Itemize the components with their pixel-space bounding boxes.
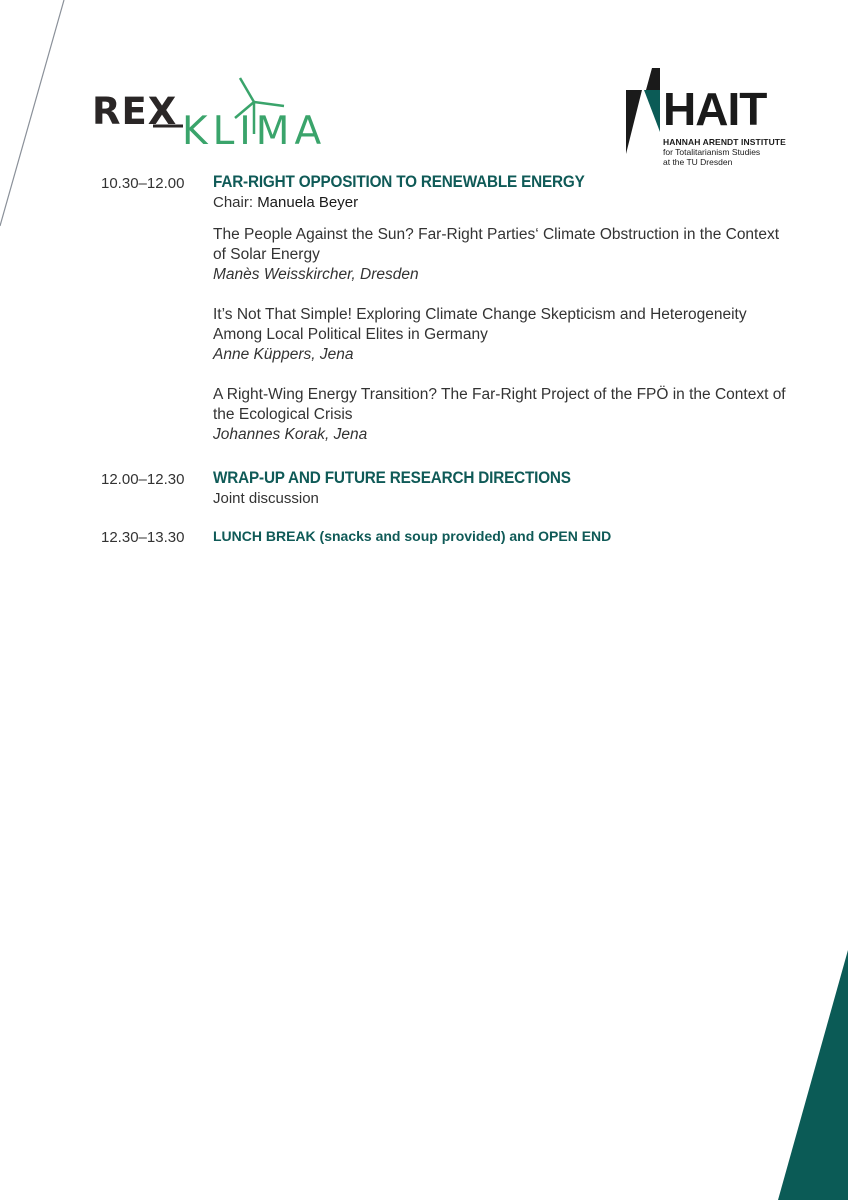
- session-chair: [213, 194, 793, 211]
- session-time: 12.00–12.30: [101, 471, 185, 488]
- talk-title: A Right-Wing Energy Transition? The Far-Right Project of the FPÖ in the Context of the Ecological Crisis: [213, 386, 786, 423]
- hait-subtitle-line-2: at the TU Dresden: [663, 157, 733, 167]
- session-content: [213, 528, 793, 544]
- session-content: [213, 172, 793, 445]
- rex-logo-text: REX: [92, 90, 178, 133]
- session-title: FAR-RIGHT OPPOSITION TO RENEWABLE ENERGY: [213, 172, 585, 191]
- hait-logo-text: HAIT: [663, 83, 767, 135]
- talk-title: It’s Not That Simple! Exploring Climate Change Skepticism and Heterogeneity Among Local Political Elites in Germany: [213, 306, 747, 343]
- chair-name: Manuela Beyer: [257, 194, 359, 211]
- chair-label: Chair:: [213, 194, 254, 211]
- hait-institute-name: HANNAH ARENDT INSTITUTE: [663, 137, 786, 147]
- session-time: 10.30–12.00: [101, 175, 185, 192]
- talk-title: The People Against the Sun? Far-Right Parties‘ Climate Obstruction in the Context of Solar Energy: [213, 226, 780, 263]
- session-subtitle: Joint discussion: [213, 490, 319, 507]
- hait-logo-subtitle: [663, 137, 803, 167]
- talk-item: [213, 305, 793, 365]
- talk-author: Johannes Korak, Jena: [213, 426, 368, 443]
- session-time: 12.30–13.30: [101, 529, 185, 546]
- session-title: LUNCH BREAK (snacks and soup provided) and OPEN END: [213, 528, 612, 544]
- talk-author: Anne Küppers, Jena: [213, 346, 354, 363]
- hait-subtitle-line-1: for Totalitarianism Studies: [663, 147, 761, 157]
- top-left-diagonal-line: [0, 0, 64, 226]
- talk-author: Manès Weisskircher, Dresden: [213, 266, 419, 283]
- session-content: [213, 468, 793, 507]
- talk-item: [213, 385, 793, 445]
- bottom-right-teal-triangle: [778, 950, 848, 1200]
- talk-item: [213, 225, 793, 285]
- session-title: WRAP-UP AND FUTURE RESEARCH DIRECTIONS: [213, 468, 571, 487]
- klima-logo-text: KLIMA: [182, 109, 327, 154]
